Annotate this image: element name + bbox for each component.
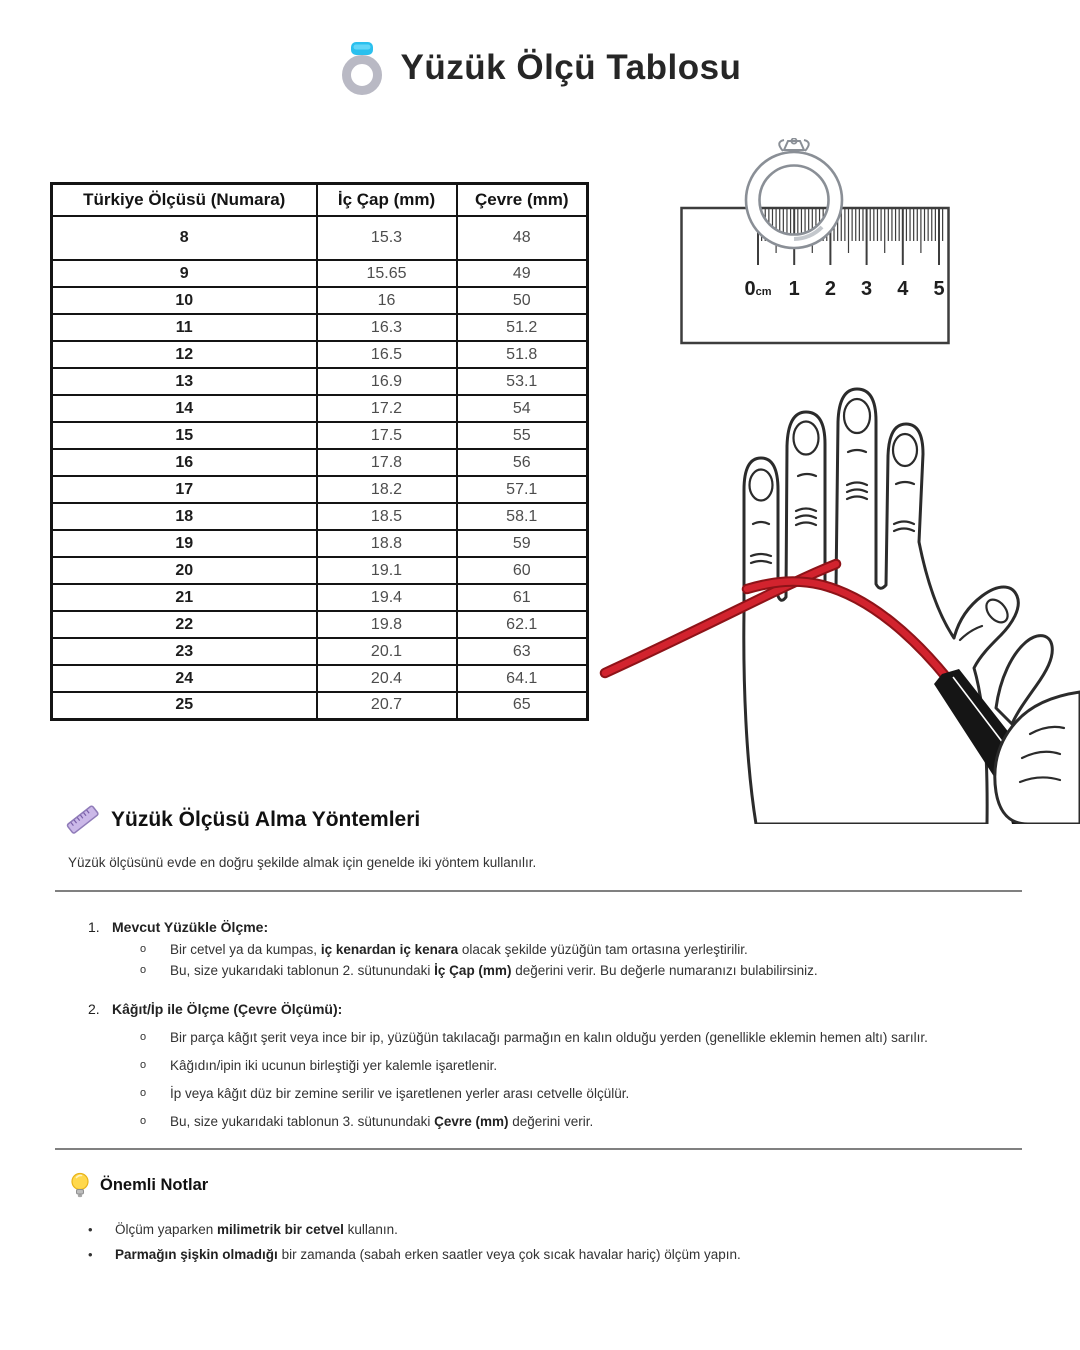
header-circumference: Çevre (mm) bbox=[457, 184, 588, 217]
method-2-bullets bbox=[140, 1028, 1038, 1131]
method-item-1 bbox=[88, 917, 1038, 980]
notes-heading-text: Önemli Notlar bbox=[100, 1176, 209, 1194]
size-cell: 11 bbox=[52, 314, 317, 341]
table-row bbox=[52, 368, 588, 395]
inner-diameter-cell: 16.9 bbox=[317, 368, 457, 395]
bullet-item bbox=[140, 1084, 1038, 1103]
header-inner-diameter: İç Çap (mm) bbox=[317, 184, 457, 217]
hand-silhouette bbox=[744, 389, 1018, 824]
bullet-marker: o bbox=[140, 1031, 147, 1043]
circumference-cell: 49 bbox=[457, 260, 588, 287]
bullet-item bbox=[140, 1028, 1038, 1047]
size-cell: 19 bbox=[52, 530, 317, 557]
bullet-text: Ölçüm yaparken milimetrik bir cetvel kullanın. bbox=[115, 1222, 398, 1237]
method-item-head bbox=[88, 999, 1038, 1019]
inner-diameter-cell: 18.8 bbox=[317, 530, 457, 557]
inner-diameter-cell: 19.1 bbox=[317, 557, 457, 584]
inner-diameter-cell: 20.1 bbox=[317, 638, 457, 665]
bullet-marker: o bbox=[140, 1115, 147, 1127]
circumference-cell: 53.1 bbox=[457, 368, 588, 395]
table-row bbox=[52, 260, 588, 287]
size-cell: 21 bbox=[52, 584, 317, 611]
notes-heading bbox=[70, 1172, 208, 1199]
circumference-cell: 54 bbox=[457, 395, 588, 422]
table-row bbox=[52, 422, 588, 449]
inner-diameter-cell: 20.7 bbox=[317, 692, 457, 719]
size-cell: 22 bbox=[52, 611, 317, 638]
item-number: 2. bbox=[88, 1001, 100, 1017]
bullet-text: Bu, size yukarıdaki tablonun 3. sütunundaki Çevre (mm) değerini verir. bbox=[170, 1114, 594, 1129]
size-cell: 10 bbox=[52, 287, 317, 314]
bullet-text: İp veya kâğıt düz bir zemine serilir ve işaretlenen yerler arası cetvelle ölçülür. bbox=[170, 1086, 630, 1101]
circumference-cell: 65 bbox=[457, 692, 588, 719]
inner-diameter-cell: 15.65 bbox=[317, 260, 457, 287]
circumference-cell: 56 bbox=[457, 449, 588, 476]
inner-diameter-cell: 18.5 bbox=[317, 503, 457, 530]
methods-heading-text: Yüzük Ölçüsü Alma Yöntemleri bbox=[111, 808, 421, 831]
size-cell: 14 bbox=[52, 395, 317, 422]
inner-diameter-cell: 16 bbox=[317, 287, 457, 314]
inner-diameter-cell: 18.2 bbox=[317, 476, 457, 503]
table-row bbox=[52, 216, 588, 260]
method-item-2 bbox=[88, 999, 1038, 1131]
svg-text:0cm: 0cm bbox=[744, 278, 772, 300]
intro-paragraph: Yüzük ölçüsünü evde en doğru şekilde almak için genelde iki yöntem kullanılır. bbox=[68, 855, 537, 870]
inner-diameter-cell: 17.8 bbox=[317, 449, 457, 476]
size-cell: 25 bbox=[52, 692, 317, 719]
bullet-item bbox=[140, 961, 1038, 980]
size-cell: 12 bbox=[52, 341, 317, 368]
bullet-text: Bu, size yukarıdaki tablonun 2. sütunundaki İç Çap (mm) değerini verir. Bu değerle numaranızı bulabilirsiniz. bbox=[170, 963, 818, 978]
inner-diameter-cell: 19.8 bbox=[317, 611, 457, 638]
ring-size-table bbox=[50, 182, 589, 721]
circumference-cell: 61 bbox=[457, 584, 588, 611]
bullet-item bbox=[88, 1246, 1038, 1264]
inner-diameter-cell: 20.4 bbox=[317, 665, 457, 692]
circumference-cell: 57.1 bbox=[457, 476, 588, 503]
header-size: Türkiye Ölçüsü (Numara) bbox=[52, 184, 317, 217]
bullet-text: Bir cetvel ya da kumpas, iç kenardan iç kenara olacak şekilde yüzüğün tam ortasına yerleştirilir. bbox=[170, 942, 748, 957]
table-row bbox=[52, 584, 588, 611]
size-cell: 17 bbox=[52, 476, 317, 503]
page-title: Yüzük Ölçü Tablosu bbox=[400, 48, 742, 87]
item-title: Mevcut Yüzükle Ölçme: bbox=[112, 919, 269, 935]
table-row bbox=[52, 557, 588, 584]
circumference-cell: 59 bbox=[457, 530, 588, 557]
table-row bbox=[52, 341, 588, 368]
circumference-cell: 62.1 bbox=[457, 611, 588, 638]
size-table-head bbox=[52, 184, 588, 217]
inner-diameter-cell: 19.4 bbox=[317, 584, 457, 611]
size-cell: 24 bbox=[52, 665, 317, 692]
notes-list bbox=[88, 1214, 1038, 1264]
title-row bbox=[0, 40, 1080, 96]
size-cell: 15 bbox=[52, 422, 317, 449]
inner-diameter-cell: 16.5 bbox=[317, 341, 457, 368]
bullet-marker: • bbox=[88, 1222, 93, 1237]
bullet-marker: o bbox=[140, 943, 147, 955]
circumference-cell: 48 bbox=[457, 216, 588, 260]
table-row bbox=[52, 665, 588, 692]
table-row bbox=[52, 638, 588, 665]
svg-text:3: 3 bbox=[861, 278, 873, 300]
bullet-marker: o bbox=[140, 1087, 147, 1099]
svg-text:1: 1 bbox=[788, 278, 800, 300]
bullet-marker: o bbox=[140, 1059, 147, 1071]
table-row bbox=[52, 530, 588, 557]
table-row bbox=[52, 287, 588, 314]
size-cell: 18 bbox=[52, 503, 317, 530]
size-cell: 9 bbox=[52, 260, 317, 287]
circumference-cell: 50 bbox=[457, 287, 588, 314]
bullet-item bbox=[88, 1221, 1038, 1239]
methods-heading bbox=[66, 804, 420, 836]
circumference-cell: 51.2 bbox=[457, 314, 588, 341]
ruler-icon bbox=[66, 804, 100, 836]
item-number: 1. bbox=[88, 919, 100, 935]
table-row bbox=[52, 314, 588, 341]
bullet-text: Bir parça kâğıt şerit veya ince bir ip, yüzüğün takılacağı parmağın en kalın olduğu yerden (genellikle eklemin hemen altı) sarılır. bbox=[170, 1030, 928, 1045]
inner-diameter-cell: 15.3 bbox=[317, 216, 457, 260]
hand-string-illustration bbox=[560, 372, 1080, 824]
inner-diameter-cell: 17.2 bbox=[317, 395, 457, 422]
size-cell: 23 bbox=[52, 638, 317, 665]
ring-gem-prong bbox=[784, 141, 804, 150]
holding-hand bbox=[995, 636, 1080, 824]
circumference-cell: 58.1 bbox=[457, 503, 588, 530]
table-row bbox=[52, 503, 588, 530]
bullet-item bbox=[140, 940, 1038, 959]
bullet-marker: o bbox=[140, 964, 147, 976]
bullet-marker: • bbox=[88, 1247, 93, 1262]
item-title: Kâğıt/İp ile Ölçme (Çevre Ölçümü): bbox=[112, 1001, 343, 1017]
table-row bbox=[52, 449, 588, 476]
lightbulb-icon bbox=[70, 1172, 90, 1199]
bullet-item bbox=[140, 1056, 1038, 1075]
circumference-cell: 55 bbox=[457, 422, 588, 449]
circumference-cell: 51.8 bbox=[457, 341, 588, 368]
bullet-text: Parmağın şişkin olmadığı bir zamanda (sabah erken saatler veya çok sıcak havalar hariç) ölçüm yapın. bbox=[115, 1247, 741, 1262]
table-row bbox=[52, 395, 588, 422]
section-divider bbox=[55, 890, 1022, 892]
circumference-cell: 63 bbox=[457, 638, 588, 665]
inner-diameter-cell: 17.5 bbox=[317, 422, 457, 449]
table-row bbox=[52, 611, 588, 638]
header-row bbox=[52, 184, 588, 217]
svg-text:5: 5 bbox=[933, 278, 945, 300]
svg-text:4: 4 bbox=[897, 278, 909, 300]
ring-band bbox=[346, 60, 377, 91]
section-divider bbox=[55, 1148, 1022, 1150]
svg-text:2: 2 bbox=[824, 278, 836, 300]
inner-diameter-cell: 16.3 bbox=[317, 314, 457, 341]
ring-icon bbox=[339, 40, 385, 96]
ring-on-ruler-illustration bbox=[680, 138, 960, 350]
size-cell: 20 bbox=[52, 557, 317, 584]
table-row bbox=[52, 692, 588, 719]
size-cell: 8 bbox=[52, 216, 317, 260]
size-table-body bbox=[52, 216, 588, 719]
circumference-cell: 60 bbox=[457, 557, 588, 584]
circumference-cell: 64.1 bbox=[457, 665, 588, 692]
bullet-text: Kâğıdın/ipin iki ucunun birleştiği yer kalemle işaretlenir. bbox=[170, 1058, 498, 1073]
method-1-bullets bbox=[140, 940, 1038, 980]
method-item-head bbox=[88, 917, 1038, 937]
bullet-item bbox=[140, 1112, 1038, 1131]
size-cell: 13 bbox=[52, 368, 317, 395]
table-row bbox=[52, 476, 588, 503]
size-cell: 16 bbox=[52, 449, 317, 476]
method-list bbox=[88, 917, 1038, 1131]
